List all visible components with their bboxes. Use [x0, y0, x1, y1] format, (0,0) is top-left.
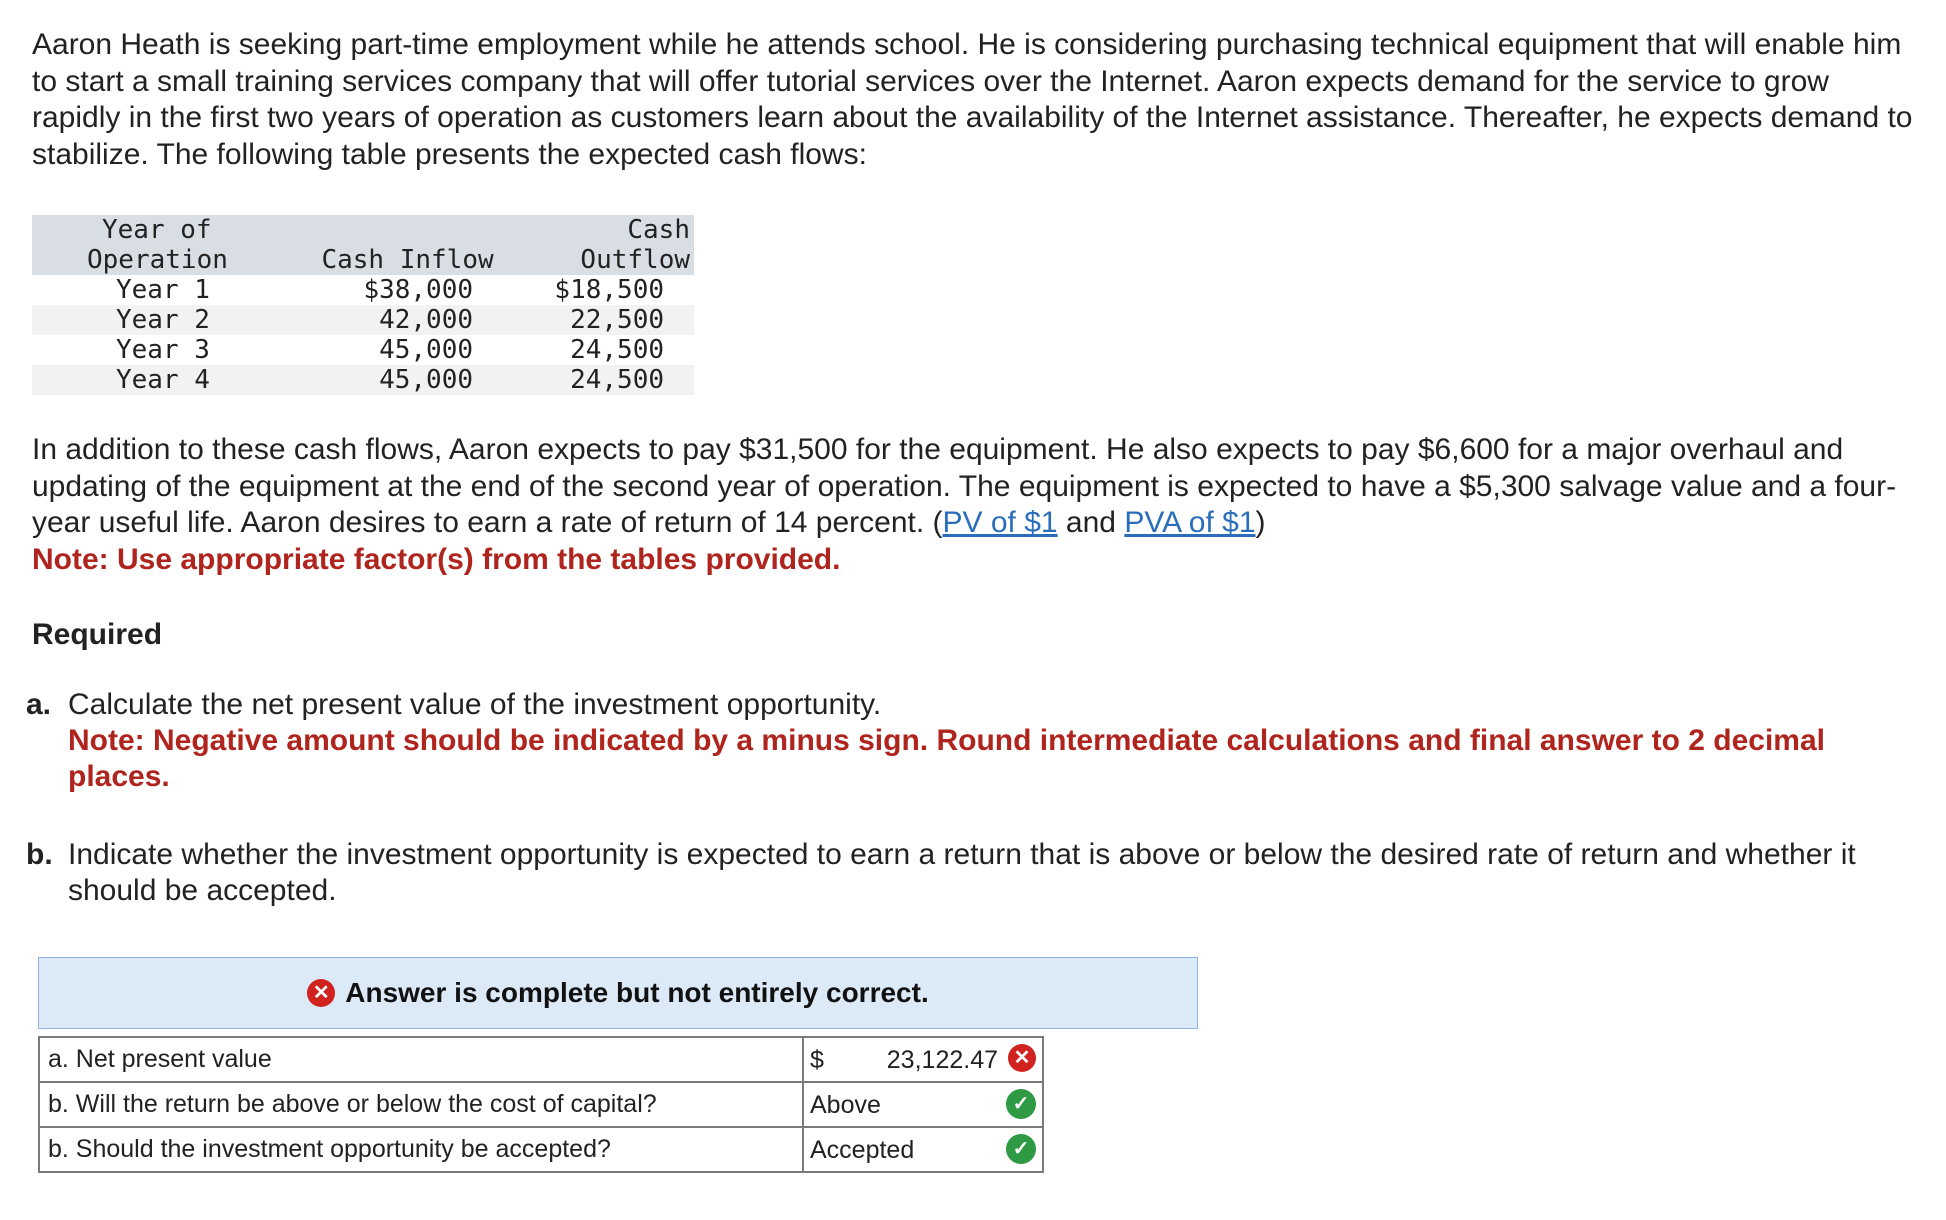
answer-status-banner — [38, 957, 1198, 1029]
item-b-text: Indicate whether the investment opportunity is expected to earn a return that is above or below the desired rate of return and whether it should be accepted. — [68, 838, 1856, 907]
answer-row-npv — [39, 1037, 1043, 1082]
header-year-line1: Year of — [102, 215, 212, 245]
pv-of-1-link[interactable]: PV of $1 — [942, 506, 1058, 539]
inflow-cell: 42,000 — [312, 305, 503, 335]
answer-status-text: Answer is complete but not entirely correct. — [345, 977, 929, 1008]
year-cell: Year 1 — [116, 275, 210, 305]
required-heading: Required — [32, 618, 163, 651]
item-a — [26, 687, 1916, 795]
cash-flow-header-row — [32, 215, 694, 275]
answer-row-return — [39, 1082, 1043, 1127]
cash-flow-table — [32, 215, 694, 395]
outflow-cell: $18,500 — [554, 275, 664, 305]
details-close: ) — [1255, 506, 1266, 539]
accept-value: Accepted — [810, 1136, 915, 1164]
return-value: Above — [810, 1091, 881, 1119]
year-cell: Year 3 — [116, 335, 210, 365]
details-text: In addition to these cash flows, Aaron expects to pay $31,500 for the equipment. He also expects to pay $6,600 for a major overhaul and updating of the equipment at the end of the second year of operation. The equipment is expected to have a $5,300 salvage value and a four-year useful life. Aaron desires to earn a rate of return of 14 percent. ( — [32, 433, 1897, 539]
answer-row-accept — [39, 1127, 1043, 1172]
intro-paragraph: Aaron Heath is seeking part-time employment while he attends school. He is considering purchasing technical equipment that will enable him to start a small training services company that will offer tutorial services over the Internet. Aaron expects demand for the service to grow rapidly in the first two years of operation as customers learn about the availability of the Internet assistance. Thereafter, he expects demand to stabilize. The following table presents the expected cash flows: — [32, 28, 1913, 171]
outflow-cell: 22,500 — [503, 305, 694, 335]
header-cash-outflow: Cash Outflow — [503, 215, 694, 275]
inflow-cell: 45,000 — [312, 365, 503, 395]
npv-value: 23,122.47 — [886, 1046, 998, 1074]
inflow-cell: $38,000 — [363, 275, 474, 305]
question-npv: a. Net present value — [39, 1037, 803, 1082]
inflow-cell: 45,000 — [379, 335, 474, 365]
details-and: and — [1057, 506, 1125, 539]
outflow-cell: 24,500 — [570, 335, 664, 365]
question-accept: b. Should the investment opportunity be accepted? — [39, 1127, 803, 1172]
table-row — [32, 305, 694, 335]
currency-symbol: $ — [810, 1046, 824, 1074]
table-row — [32, 275, 694, 305]
header-year-line2: Operation — [87, 245, 228, 275]
item-a-label: a. — [26, 688, 52, 721]
answer-return-cell[interactable] — [803, 1082, 1043, 1127]
answer-npv-cell[interactable] — [803, 1037, 1043, 1082]
item-b-label: b. — [26, 838, 53, 871]
incorrect-icon: ✕ — [1008, 1044, 1036, 1072]
pva-of-1-link[interactable]: PVA of $1 — [1124, 506, 1256, 539]
year-cell: Year 4 — [32, 365, 312, 395]
answer-accept-cell[interactable] — [803, 1127, 1043, 1172]
factor-note: Note: Use appropriate factor(s) from the tables provided. — [32, 542, 841, 576]
table-row — [32, 335, 694, 365]
header-cash-inflow: Cash Inflow — [312, 215, 503, 275]
answer-table — [38, 1036, 1044, 1173]
item-b — [26, 837, 1916, 909]
incorrect-icon: ✕ — [307, 979, 335, 1007]
question-return: b. Will the return be above or below the cost of capital? — [39, 1082, 803, 1127]
header-year-of-operation — [32, 215, 312, 275]
year-cell: Year 2 — [32, 305, 312, 335]
outflow-cell: 24,500 — [503, 365, 694, 395]
correct-check-icon: ✓ — [1006, 1134, 1036, 1164]
details-paragraph — [32, 432, 1922, 578]
correct-check-icon: ✓ — [1006, 1089, 1036, 1119]
item-a-text: Calculate the net present value of the investment opportunity. — [68, 688, 882, 721]
table-row — [32, 365, 694, 395]
item-a-note: Note: Negative amount should be indicated by a minus sign. Round intermediate calculations and final answer to 2 decimal places. — [68, 724, 1825, 793]
